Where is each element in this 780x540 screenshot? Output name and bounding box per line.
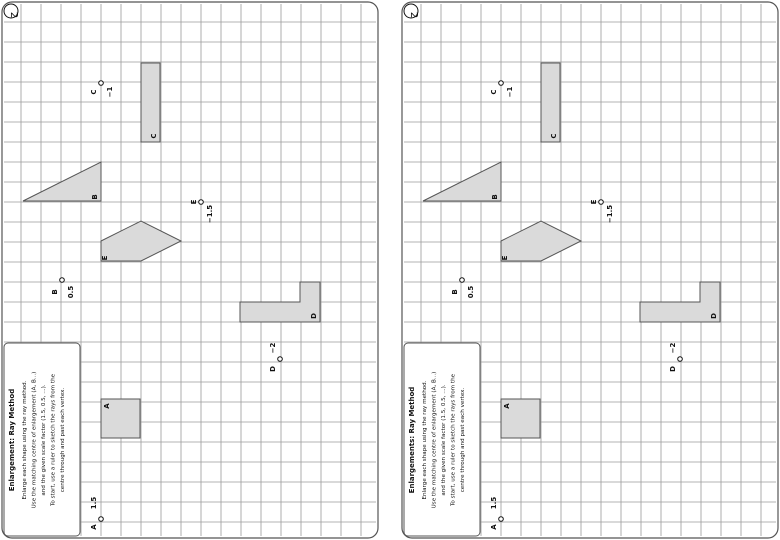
scale-factor-label: −1.5 <box>606 204 614 224</box>
shape-a <box>101 399 140 438</box>
instructions-line: centre through and past each vertex. <box>60 387 66 493</box>
shape-c-outline <box>141 63 160 142</box>
shape-c <box>541 63 560 142</box>
centre-label: E <box>590 199 598 205</box>
centre-label: A <box>490 524 498 530</box>
centre-label: B <box>51 289 59 295</box>
shape-label: D <box>310 313 318 319</box>
centre-point <box>499 81 504 86</box>
instructions-line: Use the matching centre of enlargement (A, B...) <box>31 371 38 509</box>
centre-label: D <box>269 366 277 372</box>
centre-label: D <box>669 366 677 372</box>
centre-point <box>99 517 104 522</box>
centre-label: B <box>451 289 459 295</box>
question-number: 2 <box>8 11 19 19</box>
centre-point <box>599 200 604 205</box>
shape-label: E <box>501 255 509 261</box>
shape-c-outline <box>541 63 560 142</box>
question-number: 2 <box>408 11 419 19</box>
instructions-title: Enlargements: Ray Method <box>408 386 416 494</box>
instructions-line: Use the matching centre of enlargement (A, B...) <box>431 371 438 509</box>
scale-factor-label: −1.5 <box>206 204 214 224</box>
shape-c <box>141 63 160 142</box>
centre-point <box>278 357 283 362</box>
instructions-line: and the given scale factor (1.5, 0.5, ...). <box>441 384 447 496</box>
centre-label: C <box>490 89 498 95</box>
centre-point <box>199 200 204 205</box>
shape-label: E <box>101 255 109 261</box>
instructions-line: To start, use a ruler to sketch the rays from the <box>50 373 57 507</box>
scale-factor-label: −2 <box>669 342 677 354</box>
worksheet-left <box>0 0 380 540</box>
scale-factor-label: −2 <box>269 342 277 354</box>
shape-label: C <box>550 133 558 139</box>
shape-label: A <box>503 403 511 409</box>
instructions-title: Enlargement: Ray Method <box>8 388 16 492</box>
centre-point <box>99 81 104 86</box>
centre-label: A <box>90 524 98 530</box>
instructions-line: Enlarge each shape using the ray method. <box>422 380 428 500</box>
scale-factor-label: −1 <box>106 86 114 98</box>
shape-label: A <box>103 403 111 409</box>
centre-point <box>678 357 683 362</box>
shape-label: B <box>491 194 499 200</box>
worksheet-right <box>400 0 780 540</box>
shape-a <box>501 399 540 438</box>
instructions-line: To start, use a ruler to sketch the rays from the <box>450 373 457 507</box>
shape-label: B <box>91 194 99 200</box>
instructions-line: centre through and past each vertex. <box>460 387 466 493</box>
scale-factor-label: 0.5 <box>67 285 75 299</box>
centre-point <box>499 517 504 522</box>
shape-label: D <box>710 313 718 319</box>
centre-point <box>60 278 65 283</box>
instructions-box <box>404 343 480 536</box>
scale-factor-label: −1 <box>506 86 514 98</box>
scale-factor-label: 0.5 <box>467 285 475 299</box>
instructions-line: Enlarge each shape using the ray method. <box>22 380 28 500</box>
instructions-line: and the given scale factor (1.5, 0.5, ...). <box>41 384 47 496</box>
instructions-box <box>4 343 80 536</box>
centre-point <box>460 278 465 283</box>
scale-factor-label: 1.5 <box>490 496 498 510</box>
centre-label: E <box>190 199 198 205</box>
scale-factor-label: 1.5 <box>90 496 98 510</box>
centre-label: C <box>90 89 98 95</box>
shape-label: C <box>150 133 158 139</box>
